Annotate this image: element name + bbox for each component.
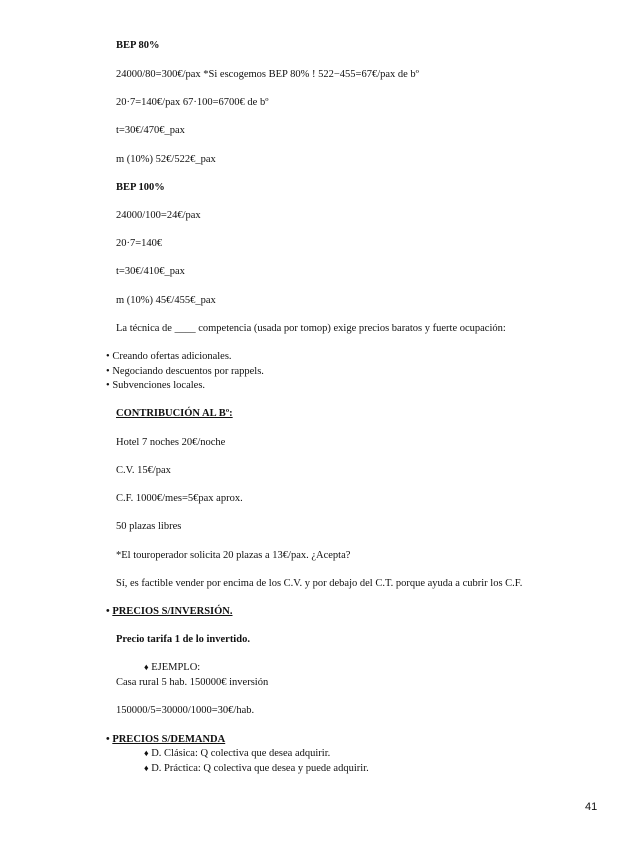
bep80-line-2: 20·7=140€/pax 67·100=6700€ de bº <box>116 97 269 108</box>
contribucion-line-1: Hotel 7 noches 20€/noche <box>116 437 226 448</box>
page-number: 41 <box>585 801 598 813</box>
contribucion-line-6: Sí, es factible vender por encima de los C.V. y por debajo del C.T. porque ayuda a cubrir los C.F. <box>116 578 523 589</box>
inversion-heading: PRECIOS S/INVERSIÓN. <box>112 606 233 617</box>
bep80-line-4: m (10%) 52€/522€_pax <box>116 154 216 165</box>
example-item <box>144 662 200 673</box>
list-item-text: Subvenciones locales. <box>112 380 206 391</box>
bep100-line-3: t=30€/410€_pax <box>116 266 185 277</box>
contribucion-line-5: *El touroperador solicita 20 plazas a 13€/pax. ¿Acepta? <box>116 550 351 561</box>
list-item-text: Negociando descuentos por rappels. <box>112 366 264 377</box>
bep100-heading: BEP 100% <box>116 182 165 193</box>
bep80-heading: BEP 80% <box>116 40 160 51</box>
inversion-line-1: Casa rural 5 hab. 150000€ inversión <box>116 677 269 688</box>
contribucion-line-2: C.V. 15€/pax <box>116 465 171 476</box>
bep100-line-2: 20·7=140€ <box>116 238 163 249</box>
bep80-line-1: 24000/80=300€/pax *Si escogemos BEP 80% ! 522−455=67€/pax de bº <box>116 69 419 80</box>
diamond-icon: ♦ <box>144 662 149 672</box>
list-item <box>144 748 330 759</box>
bep80-line-3: t=30€/470€_pax <box>116 125 185 136</box>
diamond-icon: ♦ <box>144 763 149 773</box>
contribucion-line-3: C.F. 1000€/mes=5€pax aprox. <box>116 493 243 504</box>
list-item-text: Creando ofertas adicionales. <box>112 351 232 362</box>
inversion-subheading: Precio tarifa 1 de lo invertido. <box>116 634 250 645</box>
list-item-text: D. Práctica: Q colectiva que desea y puede adquirir. <box>151 763 369 774</box>
diamond-icon: ♦ <box>144 748 149 758</box>
list-item: • Negociando descuentos por rappels. <box>106 366 264 377</box>
example-label: EJEMPLO: <box>151 662 201 673</box>
list-item: • Creando ofertas adicionales. <box>106 351 232 362</box>
contribucion-line-4: 50 plazas libres <box>116 521 182 532</box>
list-item: • Subvenciones locales. <box>106 380 206 391</box>
demanda-heading: PRECIOS S/DEMANDA <box>112 734 226 745</box>
technique-line: La técnica de ____ competencia (usada por tomop) exige precios baratos y fuerte ocupación: <box>116 323 506 334</box>
list-item-text: D. Clásica: Q colectiva que desea adquirir. <box>151 748 331 759</box>
contribucion-heading: CONTRIBUCIÓN AL Bº: <box>116 408 233 419</box>
inversion-heading-item: • PRECIOS S/INVERSIÓN. <box>106 606 233 617</box>
demanda-heading-item: • PRECIOS S/DEMANDA <box>106 734 226 745</box>
bep100-line-1: 24000/100=24€/pax <box>116 210 201 221</box>
inversion-line-2: 150000/5=30000/1000=30€/hab. <box>116 705 255 716</box>
bep100-line-4: m (10%) 45€/455€_pax <box>116 295 216 306</box>
list-item <box>144 763 369 774</box>
